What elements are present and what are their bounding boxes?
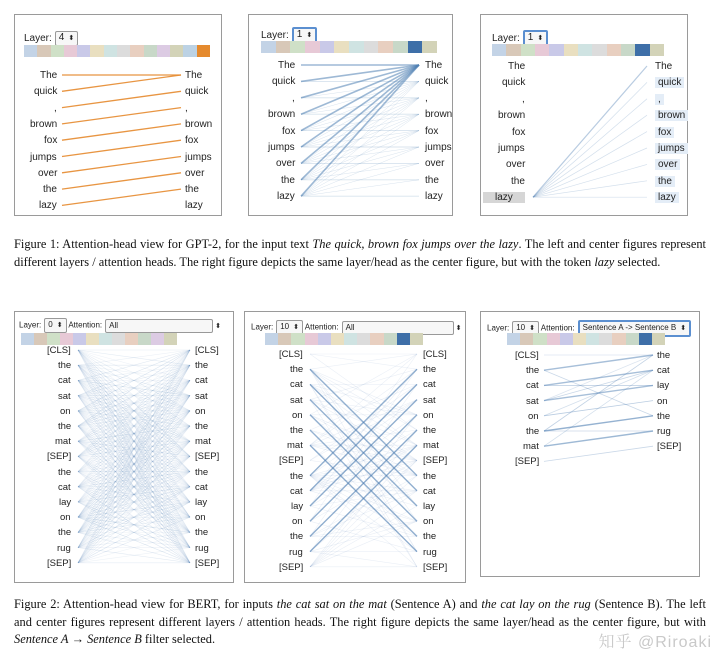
attention-line — [301, 114, 419, 196]
token[interactable]: cat — [290, 379, 303, 391]
token[interactable]: jumps — [655, 143, 688, 154]
token[interactable]: rug — [289, 546, 303, 558]
attention-line — [544, 431, 653, 446]
layer-select[interactable]: 1 ⬍ — [292, 27, 317, 44]
layer-label: Layer: — [261, 30, 289, 42]
token[interactable]: cat — [58, 481, 71, 493]
token[interactable]: quick — [185, 86, 209, 98]
token[interactable]: cat — [195, 481, 208, 493]
layer-select[interactable]: 10 ⬍ — [276, 320, 303, 335]
token[interactable]: The — [508, 61, 526, 72]
token[interactable]: mat — [523, 441, 539, 453]
token[interactable]: on — [528, 410, 539, 422]
token[interactable]: the — [657, 410, 671, 422]
token[interactable]: [SEP] — [515, 456, 540, 468]
watermark: 知乎 @Riroaki — [598, 634, 712, 651]
token[interactable]: the — [423, 364, 437, 376]
token[interactable]: the — [290, 531, 304, 543]
layer-label: Layer: — [19, 320, 42, 330]
stepper-icon: ⬍ — [529, 325, 536, 332]
attention-line — [544, 416, 653, 431]
token[interactable]: cat — [423, 379, 436, 391]
figure1-caption: Figure 1: Attention-head view for GPT-2, for the input text The quick, brown fox jumps over the lazy. The left and center figures represent different layers / attention heads. The right figure depicts the same layer/head as the center figure, but with the token lazy selected. — [14, 237, 707, 269]
token[interactable]: cat — [195, 375, 208, 387]
token[interactable]: quick — [34, 86, 58, 98]
token[interactable]: The — [278, 60, 296, 71]
token[interactable]: over — [655, 159, 680, 170]
token[interactable]: the — [526, 426, 540, 437]
token[interactable]: lay — [195, 497, 208, 508]
token[interactable]: , — [185, 102, 188, 114]
token[interactable]: rug — [657, 426, 671, 437]
token[interactable]: on — [423, 516, 434, 528]
token[interactable]: the — [195, 421, 209, 432]
attention-line — [533, 148, 647, 197]
token[interactable]: the — [195, 360, 209, 372]
token[interactable]: The — [40, 70, 58, 81]
attention-line — [62, 108, 181, 124]
token[interactable]: , — [522, 93, 525, 105]
bert-panel-layer0 — [14, 311, 234, 583]
token[interactable]: over — [185, 167, 205, 179]
token[interactable]: [SEP] — [279, 455, 304, 467]
attention-line — [533, 164, 647, 197]
token[interactable]: the — [58, 527, 72, 539]
token[interactable]: lazy — [277, 191, 295, 203]
attention-line — [544, 355, 653, 401]
token[interactable]: [SEP] — [423, 561, 448, 573]
token[interactable]: the — [290, 470, 304, 482]
token[interactable]: jumps — [185, 151, 212, 163]
token[interactable]: rug — [423, 546, 437, 558]
stepper-icon: ⬍ — [68, 35, 75, 42]
token[interactable]: brown — [655, 110, 688, 121]
token[interactable]: lazy — [483, 192, 525, 203]
token[interactable]: sat — [58, 390, 71, 402]
stepper-icon: ⬍ — [537, 35, 544, 42]
layer-label: Layer: — [24, 33, 52, 45]
token[interactable]: over — [276, 158, 296, 170]
token[interactable]: on — [195, 512, 206, 524]
token[interactable]: lazy — [425, 191, 443, 203]
token[interactable]: on — [292, 409, 303, 421]
attention-select[interactable]: All — [342, 321, 454, 335]
attention-line — [533, 99, 647, 197]
layer-select[interactable]: 0 ⬍ — [44, 318, 66, 333]
token[interactable]: brown — [268, 109, 296, 121]
attention-line — [310, 521, 417, 567]
token[interactable]: fox — [185, 135, 199, 147]
token[interactable]: , — [655, 94, 664, 105]
attention-line — [544, 446, 653, 461]
token[interactable]: the — [290, 364, 304, 376]
token[interactable]: brown — [498, 110, 526, 122]
dropdown-icon: ⬍ — [215, 322, 222, 330]
token[interactable]: lay — [423, 501, 436, 512]
token[interactable]: [CLS] — [279, 349, 303, 360]
token[interactable]: mat — [195, 436, 211, 448]
token[interactable]: [SEP] — [279, 561, 304, 573]
attention-label: Attention: — [304, 322, 339, 332]
stepper-icon: ⬍ — [293, 324, 300, 331]
token[interactable]: the — [511, 175, 525, 187]
token[interactable]: the — [423, 470, 437, 482]
attention-line — [533, 82, 647, 197]
attention-line — [533, 115, 647, 197]
token[interactable]: on — [292, 516, 303, 528]
stepper-icon: ⬍ — [306, 32, 313, 39]
token[interactable]: lazy — [185, 200, 203, 212]
token[interactable]: sat — [290, 394, 303, 406]
attention-line — [310, 491, 417, 567]
attention-line — [62, 140, 181, 156]
bert-panel-sentence-filter — [480, 311, 700, 577]
token[interactable]: cat — [423, 485, 436, 497]
attention-line — [301, 180, 419, 196]
attention-line — [62, 124, 181, 140]
token[interactable]: the — [655, 176, 675, 187]
token[interactable]: quick — [655, 77, 684, 88]
token[interactable]: over — [38, 167, 58, 179]
token[interactable]: on — [423, 409, 434, 421]
token[interactable]: fox — [282, 125, 296, 137]
layer-label: Layer: — [251, 322, 274, 332]
token[interactable]: the — [185, 184, 199, 196]
token[interactable]: cat — [526, 380, 539, 392]
layer-select[interactable]: 1 ⬍ — [523, 30, 548, 47]
attention-label: Attention: — [540, 323, 575, 333]
gpt2-panel-lazy-selected — [480, 14, 688, 216]
attention-line — [544, 355, 653, 370]
layer-label: Layer: — [492, 33, 520, 45]
token[interactable]: sat — [423, 394, 436, 406]
token[interactable]: the — [281, 174, 295, 186]
dropdown-icon: ⬍ — [680, 325, 687, 332]
attention-line — [533, 66, 647, 197]
token[interactable]: brown — [185, 118, 213, 130]
layer-label: Layer: — [487, 323, 510, 333]
token[interactable]: the — [195, 527, 209, 539]
token[interactable]: the — [423, 531, 437, 543]
token[interactable]: [SEP] — [657, 441, 682, 453]
token[interactable]: , — [292, 92, 295, 104]
token[interactable]: , — [54, 102, 57, 114]
attention-select[interactable]: All — [105, 319, 213, 333]
token[interactable]: jumps — [30, 151, 57, 163]
token[interactable]: [SEP] — [47, 557, 72, 569]
token[interactable]: on — [60, 405, 71, 417]
token[interactable]: on — [657, 395, 668, 407]
token[interactable]: [SEP] — [195, 451, 220, 463]
token[interactable]: the — [657, 350, 671, 361]
layer-select[interactable]: 4 ⬍ — [55, 31, 78, 46]
token[interactable]: lay — [657, 380, 670, 392]
layer-select[interactable]: 10 ⬍ — [512, 321, 539, 336]
attention-line — [62, 91, 181, 107]
attention-line — [544, 370, 653, 446]
attention-line — [310, 552, 417, 567]
stepper-icon: ⬍ — [56, 322, 63, 329]
token[interactable]: fox — [44, 135, 58, 147]
token[interactable]: the — [290, 425, 304, 436]
bert-panel-layer10 — [244, 311, 466, 583]
token[interactable]: the — [195, 466, 209, 478]
gpt2-panel-layer1 — [248, 14, 453, 216]
token[interactable]: on — [195, 405, 206, 417]
token[interactable]: brown — [30, 118, 58, 130]
token[interactable]: The — [185, 70, 203, 81]
token[interactable]: the — [526, 365, 540, 377]
attention-line — [533, 181, 647, 197]
token[interactable]: The — [425, 60, 443, 71]
figure2-caption: Figure 2: Attention-head view for BERT, for inputs the cat sat on the mat (Sentence A) and the cat lay on the rug (Sentence B). The left and center figures represent different layers / attention heads. The right figure depicts the same layer/head as the center figure, but with Sentence A → Sentence B filter selected. — [14, 597, 706, 646]
attention-line — [62, 173, 181, 189]
token[interactable]: the — [425, 174, 439, 186]
attention-select[interactable]: Sentence A -> Sentence B ⬍ — [578, 320, 692, 337]
token[interactable]: , — [425, 92, 428, 104]
token[interactable]: lazy — [39, 200, 57, 212]
attention-line — [62, 75, 181, 91]
token[interactable]: cat — [657, 365, 670, 377]
token[interactable]: quick — [502, 77, 526, 89]
token[interactable]: [SEP] — [195, 557, 220, 569]
token[interactable]: [CLS] — [195, 345, 219, 356]
token[interactable]: jumps — [425, 142, 452, 153]
attention-line — [301, 147, 419, 196]
token[interactable]: mat — [423, 440, 439, 452]
token[interactable]: jumps — [268, 142, 295, 153]
token[interactable]: [SEP] — [47, 451, 72, 463]
dropdown-icon: ⬍ — [455, 324, 462, 332]
token[interactable]: the — [43, 184, 57, 196]
token[interactable]: sat — [195, 390, 208, 402]
token[interactable]: on — [60, 512, 71, 524]
token[interactable]: [CLS] — [423, 349, 447, 360]
attention-label: Attention: — [68, 320, 103, 330]
attention-line — [62, 189, 181, 205]
token[interactable]: [CLS] — [47, 345, 71, 356]
token[interactable]: the — [423, 425, 437, 436]
token[interactable]: the — [58, 421, 72, 432]
token[interactable]: over — [425, 158, 445, 170]
token[interactable]: mat — [55, 436, 71, 448]
token[interactable]: quick — [272, 76, 296, 88]
token[interactable]: lazy — [655, 192, 679, 203]
token[interactable]: the — [58, 360, 72, 372]
token[interactable]: fox — [512, 126, 526, 138]
token[interactable]: rug — [57, 542, 71, 554]
token[interactable]: brown — [425, 109, 453, 121]
token[interactable]: cat — [58, 375, 71, 387]
token[interactable]: lay — [59, 497, 72, 508]
token[interactable]: over — [506, 159, 526, 171]
token[interactable]: The — [655, 61, 673, 72]
token[interactable]: sat — [526, 395, 539, 407]
token[interactable]: [CLS] — [515, 350, 539, 361]
token[interactable]: fox — [425, 125, 439, 137]
token[interactable]: cat — [290, 485, 303, 497]
attention-line — [62, 157, 181, 173]
token[interactable]: [SEP] — [423, 455, 448, 467]
token[interactable]: mat — [287, 440, 303, 452]
token[interactable]: rug — [195, 542, 209, 554]
token[interactable]: quick — [425, 76, 449, 88]
token[interactable]: lay — [291, 501, 304, 512]
token[interactable]: the — [58, 466, 72, 478]
gpt2-panel-layer4 — [14, 14, 222, 216]
attention-line — [533, 132, 647, 198]
token[interactable]: jumps — [498, 143, 525, 154]
token[interactable]: fox — [655, 127, 674, 138]
